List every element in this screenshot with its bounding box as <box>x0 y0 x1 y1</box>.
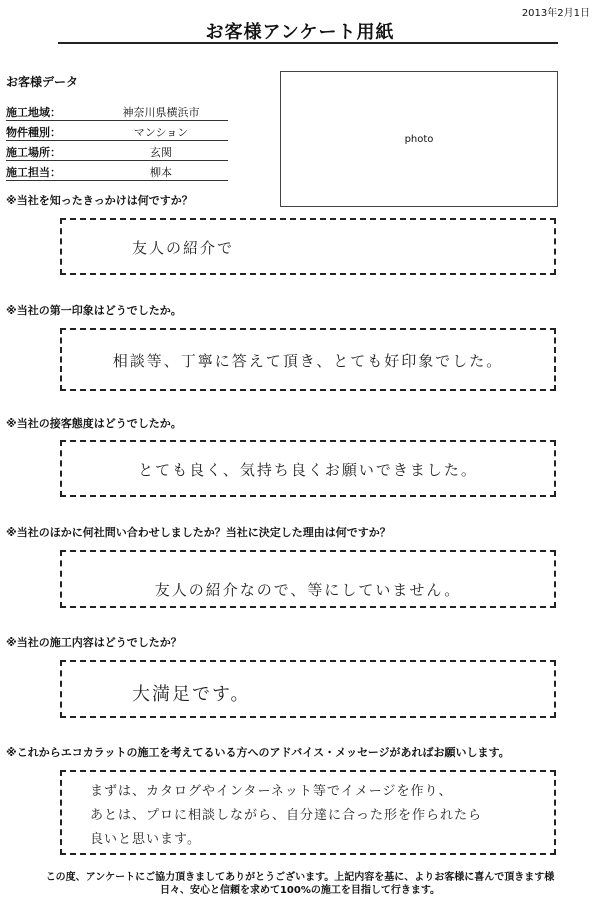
info-label: 施工場所： <box>6 146 61 159</box>
question-1: ※当社を知ったきっかけは何ですか？ <box>6 194 193 207</box>
customer-data-heading: お客様データ <box>6 75 79 89</box>
answer-box-1 <box>60 218 556 275</box>
info-row-staff <box>6 162 228 181</box>
answer-box-2 <box>60 328 556 391</box>
info-row-property-type <box>6 122 228 141</box>
info-value: 神奈川県横浜市 <box>122 106 200 119</box>
title-underline <box>58 42 558 44</box>
question-6: ※これからエコカラットの施工を考えてるいる方へのアドバイス・メッセージがあればお願いします。 <box>6 746 510 759</box>
answer-6-line-3: 良いと思います。 <box>90 832 201 847</box>
footer-line-1: この度、アンケートにご協力頂きましてありがとうございます。上記内容を基に、よりお客様に喜んで頂きます様 <box>45 872 555 883</box>
answer-3-line: とても良く、気持ち良くお願いできました。 <box>138 461 478 479</box>
question-2: ※当社の第一印象はどうでしたか。 <box>6 304 182 317</box>
answer-4-line: 友人の紹介なので、等にしていません。 <box>154 581 462 599</box>
question-3: ※当社の接客態度はどうでしたか。 <box>6 417 182 430</box>
answer-5-line: 大満足です。 <box>132 684 251 705</box>
question-5: ※当社の施工内容はどうでしたか？ <box>6 636 182 649</box>
photo-label: photo <box>404 134 434 145</box>
footer-line-2: 日々、安心と信頼を求めて100%の施工を目指して行きます。 <box>159 885 441 896</box>
info-value: 柳本 <box>150 166 172 179</box>
survey-date: 2013年2月1日 <box>521 8 590 19</box>
answer-box-6 <box>60 770 556 855</box>
info-label: 物件種別： <box>6 126 61 139</box>
answer-1-line: 友人の紹介で <box>132 239 235 257</box>
photo-frame <box>280 71 558 207</box>
info-value: 玄関 <box>150 146 172 159</box>
answer-box-5 <box>60 660 556 718</box>
question-4: ※当社のほかに何社問い合わせしましたか？当社に決定した理由は何ですか？ <box>6 526 391 539</box>
page-title: お客様アンケート用紙 <box>205 22 395 43</box>
answer-6-line-1: まずは、カタログやインターネット等でイメージを作り、 <box>90 784 453 799</box>
answer-2-line: 相談等、丁寧に答えて頂き、とても好印象でした。 <box>112 352 504 370</box>
footer-message <box>0 871 600 897</box>
answer-box-3 <box>60 440 556 497</box>
info-label: 施工担当： <box>6 166 61 179</box>
info-label: 施工地域： <box>6 106 61 119</box>
answer-box-4 <box>60 550 556 608</box>
answer-6-line-2: あとは、プロに相談しながら、自分達に合った形を作られたら <box>90 808 483 823</box>
info-row-location <box>6 142 228 161</box>
info-row-area <box>6 102 228 121</box>
info-value: マンション <box>133 126 189 139</box>
